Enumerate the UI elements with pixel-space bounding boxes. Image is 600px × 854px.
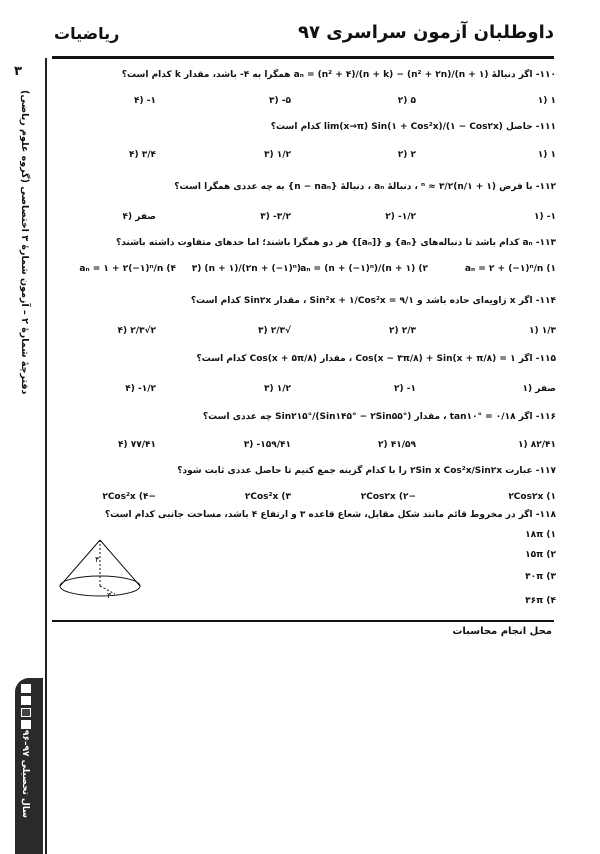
option-2[interactable]: ۱/۲- (۲ <box>385 212 416 222</box>
sidebar-divider <box>45 58 47 854</box>
option-4[interactable]: −۲Cos²x (۴ <box>102 492 156 502</box>
option-3[interactable]: ۳۰π (۳ <box>525 572 556 582</box>
question-text: با فرض (۱ + ۱/n)ⁿ ≈ ۳/۲ ، دنبالهٔ aₙ ، دنبالهٔ {n − naₙ} به چه عددی همگرا است؟ <box>174 182 533 192</box>
radius-label: ۳ <box>107 591 112 600</box>
option-2[interactable]: aₙ = (n + (−۱)ⁿ)/(n + ۱) (۲ <box>300 264 428 274</box>
option-2[interactable]: ۱- (۲ <box>394 384 416 394</box>
school-year: سال تحصیلی ۹۷–۹۶ <box>20 730 30 818</box>
option-4[interactable]: ۷۷/۴۱ (۴ <box>117 440 156 450</box>
option-4[interactable]: ۲√۲/۳ (۴ <box>117 326 156 336</box>
option-2[interactable]: ۱۵π (۲ <box>525 550 556 560</box>
option-3[interactable]: (۲n + (−۱)ⁿ)/(n + ۱) (۳ <box>191 264 301 274</box>
height-label: ۴ <box>95 555 100 564</box>
option-1[interactable]: aₙ = ۲ + (−۱)ⁿ/n (۱ <box>464 264 556 274</box>
question-text: عبارت ۲Sin x Cos²x/Sin۲x را با کدام گزینه جمع کنیم تا حاصل عددی ثابت شود؟ <box>177 466 533 476</box>
option-2[interactable]: ۴۱/۵۹ (۲ <box>377 440 416 450</box>
page-header <box>52 20 554 56</box>
calc-area-rule <box>52 620 554 622</box>
option-3[interactable]: ۳/۲- (۳ <box>260 212 291 222</box>
question-text: اگر دنبالهٔ aₙ = (n² + ۴)/(n + k) − (n² + ۲n)/(n + ۱) همگرا به ۴- باشد، مقدار k کدام است؟ <box>121 70 533 80</box>
option-4[interactable]: ۱- (۴ <box>134 96 156 106</box>
sidebar <box>0 0 46 854</box>
option-3[interactable]: ۲Cos²x (۳ <box>244 492 291 502</box>
question-text: اگر Cos(x − ۳π/۸) + Sin(x + π/۸) = ۱ ، مقدار Cos(x + ۵π/۸) کدام است؟ <box>196 354 533 364</box>
question-text: حاصل lim(x→π) Sin(۱ + Cos²x)/(۱ − Cos۲x) کدام است؟ <box>270 122 533 132</box>
option-3[interactable]: ۱/۲ (۳ <box>263 150 291 160</box>
question-text: اگر در مخروط قائم مانند شکل مقابل، شعاع قاعده ۳ و ارتفاع ۴ باشد، مساحت جانبی کدام است؟ <box>104 510 533 520</box>
option-1[interactable]: ۱/۳ (۱ <box>528 326 556 336</box>
option-4[interactable]: aₙ = ۱ + ۲(−۱)ⁿ/n (۴ <box>79 264 176 274</box>
option-4[interactable]: ۱/۲- (۴ <box>125 384 156 394</box>
option-1[interactable]: صفر (۱ <box>522 384 556 394</box>
question-text: اگر x زاویه‌ای حاده باشد و ۱/Sin²x + ۱/Cos²x = ۹ ، مقدار Sin۲x کدام است؟ <box>190 296 533 306</box>
subject-boxes <box>21 684 31 732</box>
question-text: aₙ کدام باشد تا دنباله‌های {aₙ} و {[aₙ]} هر دو همگرا باشند؛ اما حدهای متفاوت داشته باشند؟ <box>115 238 533 248</box>
option-1[interactable]: ۱۸π (۱ <box>525 530 556 540</box>
option-4[interactable]: صفر (۴ <box>122 212 156 222</box>
option-1[interactable]: ۱ (۱ <box>537 96 556 106</box>
option-3[interactable]: √۲/۳ (۳ <box>257 326 291 336</box>
header-subject: ریاضیات <box>54 24 120 43</box>
option-3[interactable]: ۱۵۹/۴۱- (۳ <box>243 440 291 450</box>
option-2[interactable]: ۲ (۲ <box>397 150 416 160</box>
calc-area-label: محل انجام محاسبات <box>452 626 552 637</box>
option-1[interactable]: ۱ (۱ <box>537 150 556 160</box>
option-2[interactable]: −۲Cos۲x (۲ <box>360 492 416 502</box>
option-4[interactable]: ۳/۴ (۴ <box>128 150 156 160</box>
option-2[interactable]: ۵ (۲ <box>397 96 416 106</box>
option-1[interactable]: ۱- (۱ <box>534 212 556 222</box>
option-3[interactable]: ۱/۲ (۳ <box>263 384 291 394</box>
header-rule <box>52 56 554 59</box>
cone-figure <box>55 538 145 600</box>
option-4[interactable]: ۳۶π (۴ <box>525 596 556 606</box>
header-title: داوطلبان آزمون سراسری ۹۷ <box>298 22 554 43</box>
question-text: اگر tan۱۰° = ۰/۱۸ ، مقدار (Sin۱۴۵° − ۲Sin۵۵°)/Sin۲۱۵° چه عددی است؟ <box>202 412 533 422</box>
option-2[interactable]: ۲/۳ (۲ <box>388 326 416 336</box>
option-1[interactable]: ۸۲/۴۱ (۱ <box>517 440 556 450</box>
option-1[interactable]: ۲Cos۲x (۱ <box>508 492 556 502</box>
booklet-label: دفترچهٔ شمارهٔ ۲ – آزمون شمارهٔ ۳ اختصاصی (گروه علوم ریاضی) <box>19 90 30 395</box>
page-number: ۳ <box>14 64 22 79</box>
option-3[interactable]: ۵- (۳ <box>269 96 291 106</box>
